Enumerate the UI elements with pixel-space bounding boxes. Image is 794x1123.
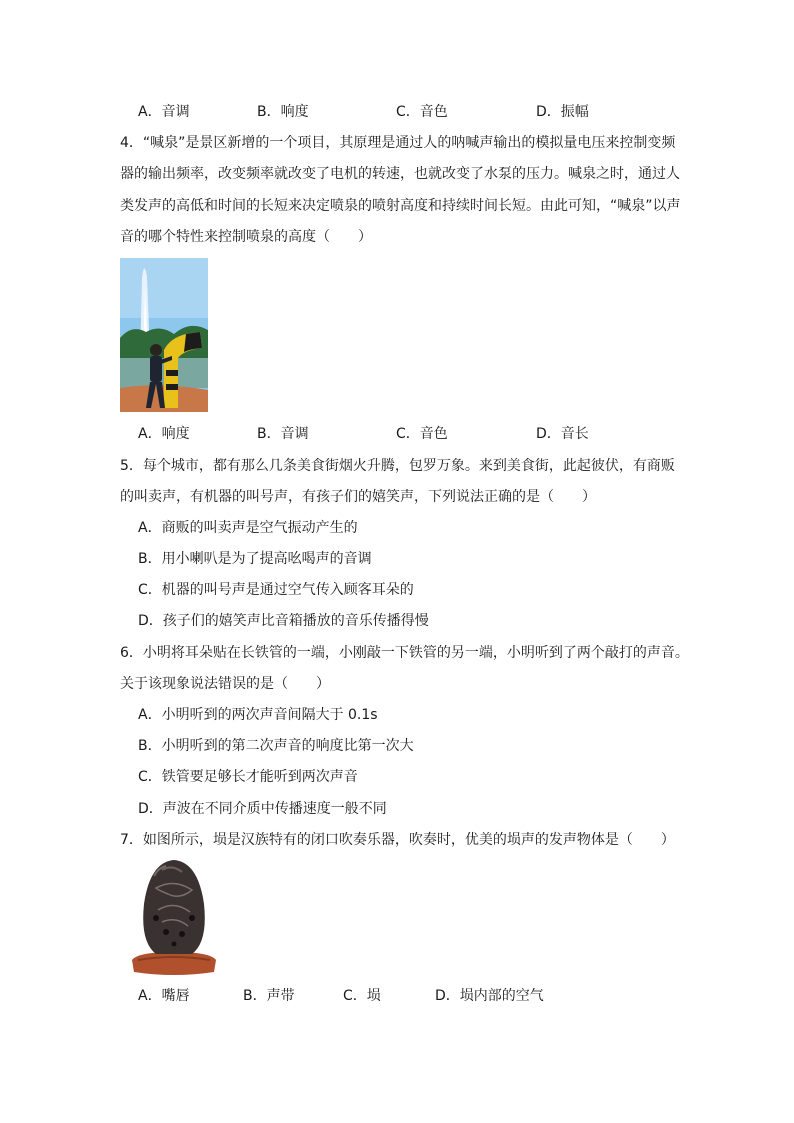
q4-stem-line-3: 类发声的高低和时间的长短来决定喷泉的喷射高度和持续时间长短。由此可知，“喊泉”以声 [120, 198, 681, 214]
q5-stem-line-2: 的叫卖声，有机器的叫号声，有孩子们的嬉笑声，下列说法正确的是（ ） [120, 489, 596, 505]
q4-option-a: A．响度 [138, 426, 190, 442]
q4-stem-line-1: 4．“喊泉”是景区新增的一个项目，其原理是通过人的呐喊声输出的模拟量电压来控制变频 [120, 135, 676, 151]
q7-option-b: B．声带 [243, 988, 295, 1004]
shouting-fountain-photo [120, 258, 208, 412]
q6-option-d: D．声波在不同介质中传播速度一般不同 [138, 801, 387, 817]
q7-option-a: A．嘴唇 [138, 988, 190, 1004]
q4-stem-line-2: 器的输出频率，改变频率就改变了电机的转速，也就改变了水泵的压力。喊泉之时，通过人 [120, 166, 680, 182]
q3-option-c: C．音色 [396, 104, 448, 120]
q4-stem-line-4: 音的哪个特性来控制喷泉的高度（ ） [120, 229, 372, 245]
q3-option-d: D．振幅 [536, 104, 589, 120]
q5-option-d: D．孩子们的嬉笑声比音箱播放的音乐传播得慢 [138, 613, 429, 629]
q7-option-c: C．埙 [343, 988, 381, 1004]
q3-option-b: B．响度 [257, 104, 309, 120]
q6-option-b: B．小明听到的第二次声音的响度比第一次大 [138, 738, 414, 754]
q5-option-b: B．用小喇叭是为了提高吆喝声的音调 [138, 551, 372, 567]
q4-option-b: B．音调 [257, 426, 309, 442]
q4-option-d: D．音长 [536, 426, 589, 442]
q6-option-c: C．铁管要足够长才能听到两次声音 [138, 769, 358, 785]
q7-stem-line-1: 7．如图所示，埙是汉族特有的闭口吹奏乐器，吹奏时，优美的埙声的发声物体是（ ） [120, 832, 675, 848]
xun-instrument-photo [128, 856, 220, 978]
q5-stem-line-1: 5．每个城市，都有那么几条美食街烟火升腾，包罗万象。来到美食街，此起彼伏，有商贩 [120, 458, 675, 474]
q3-option-a: A．音调 [138, 104, 190, 120]
q6-stem-line-1: 6．小明将耳朵贴在长铁管的一端，小刚敲一下铁管的另一端，小明听到了两个敲打的声音。 [120, 645, 689, 661]
q5-option-a: A．商贩的叫卖声是空气振动产生的 [138, 520, 358, 536]
q4-option-c: C．音色 [396, 426, 448, 442]
q5-option-c: C．机器的叫号声是通过空气传入顾客耳朵的 [138, 582, 414, 598]
q6-option-a: A．小明听到的两次声音间隔大于 0.1s [138, 707, 378, 723]
q7-option-d: D．埙内部的空气 [435, 988, 544, 1004]
q6-stem-line-2: 关于该现象说法错误的是（ ） [120, 676, 330, 692]
